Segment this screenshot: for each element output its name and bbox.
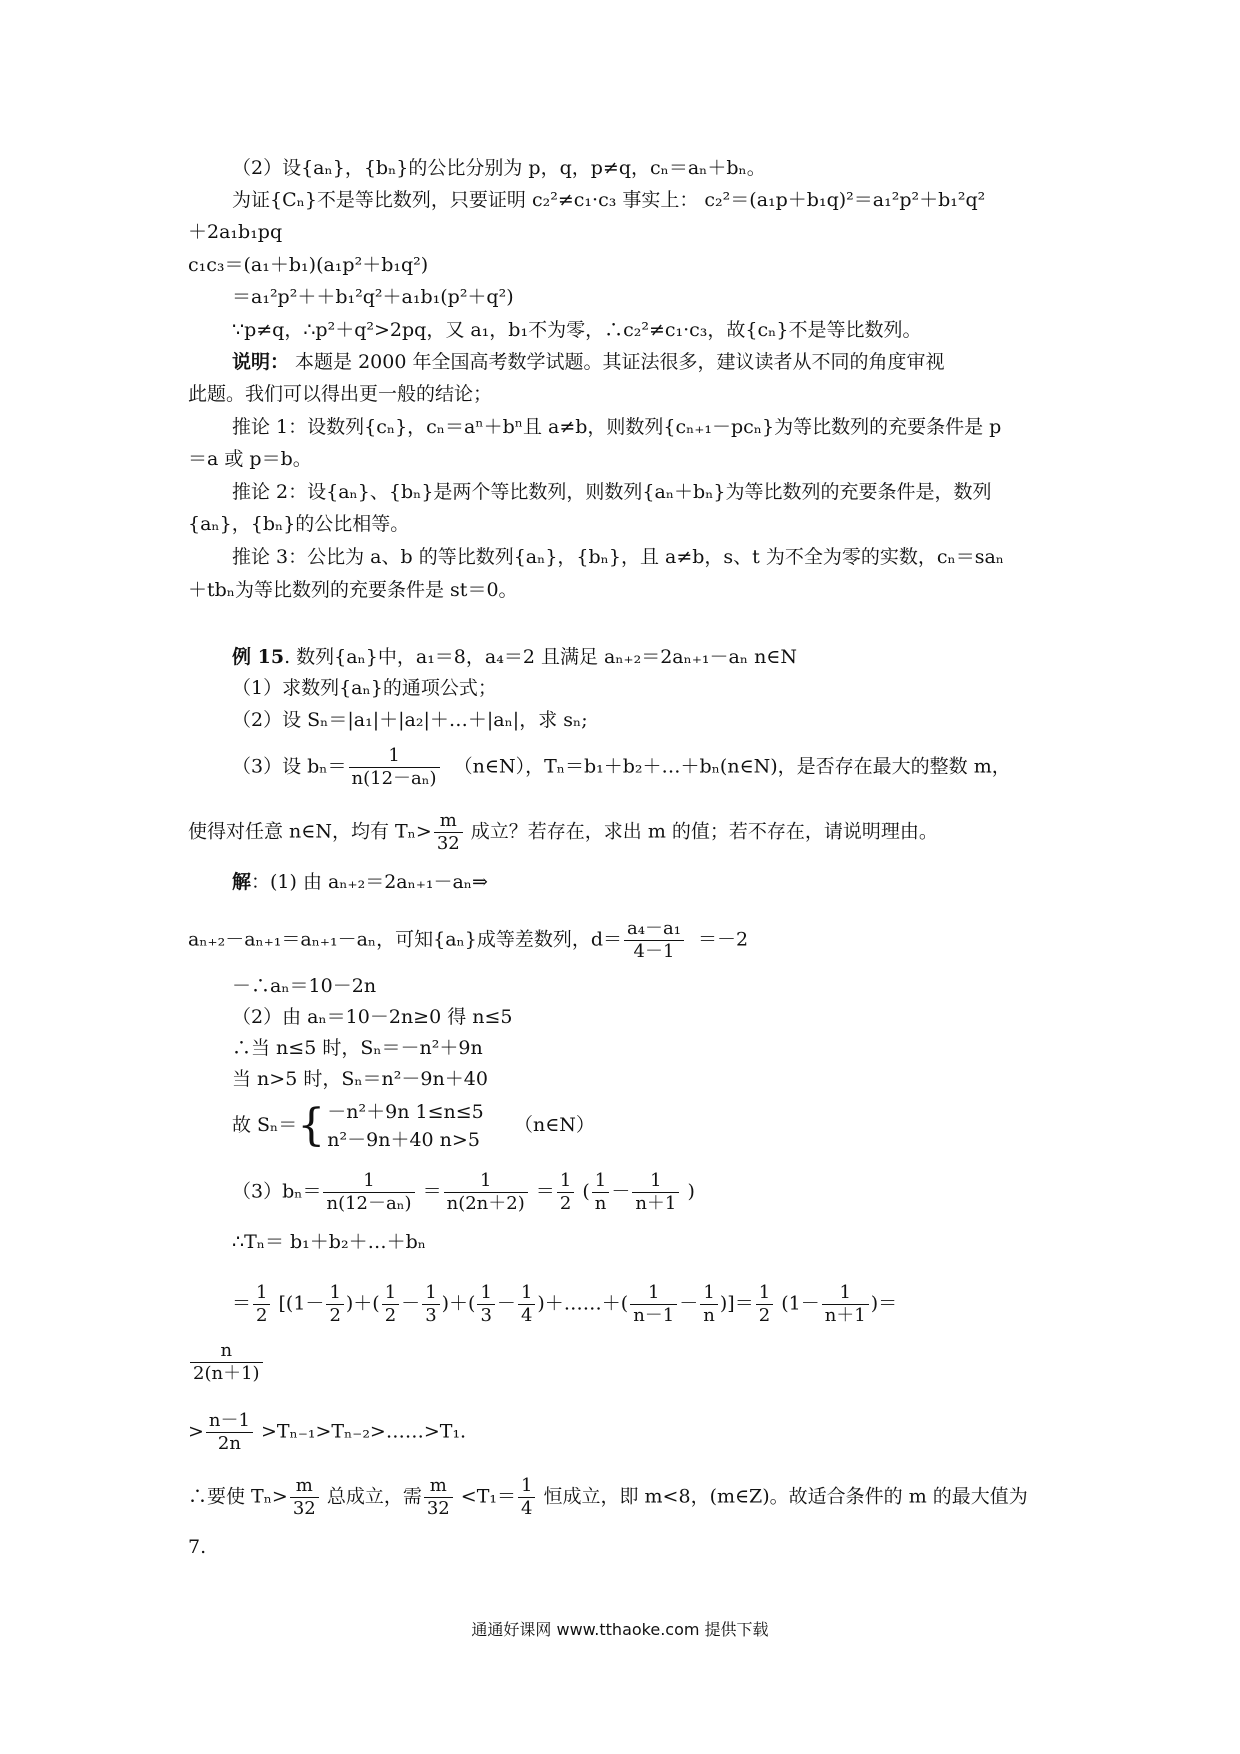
- fraction: [592, 1170, 610, 1215]
- text-line: [188, 1340, 265, 1385]
- text-line: [232, 350, 945, 374]
- text-line: 当 n>5 时，Sₙ＝n²－9n＋40: [232, 1068, 488, 1090]
- denominator: n－1: [630, 1304, 677, 1327]
- text-segment: ＝: [232, 1292, 252, 1315]
- denominator: n(2n＋2): [444, 1192, 528, 1215]
- fraction: [700, 1282, 718, 1327]
- fraction: [424, 1475, 453, 1520]
- text-segment: 使得对任意 n∈N，均有 Tₙ>: [188, 820, 432, 843]
- text-segment: ): [687, 1180, 695, 1203]
- example-heading: [232, 645, 797, 669]
- text-segment: ＝: [535, 1180, 555, 1203]
- denominator: 2(n＋1): [190, 1362, 263, 1385]
- text-segment: )＋(: [441, 1292, 476, 1315]
- fraction: [624, 918, 684, 963]
- text-segment: 故 Sₙ＝: [232, 1114, 298, 1136]
- note-label: 说明：: [232, 351, 290, 373]
- numerator: 1: [388, 745, 400, 766]
- note-text: 本题是 2000 年全国高考数学试题。其证法很多，建议读者从不同的角度审视: [289, 351, 945, 373]
- numerator: m: [429, 1475, 447, 1496]
- text-segment: <T₁＝: [460, 1485, 516, 1508]
- text-segment: 成立？若存在，求出 m 的值；若不存在，请说明理由。: [470, 820, 938, 843]
- fraction: [290, 1475, 319, 1520]
- fraction: [323, 1170, 414, 1215]
- numerator: m: [439, 810, 457, 831]
- text-line: 推论 3：公比为 a、b 的等比数列{aₙ}，{bₙ}，且 a≠b，s、t 为不全为零的实数，cₙ＝saₙ: [232, 546, 1005, 568]
- text-line: ＝a 或 p＝b。: [188, 448, 312, 470]
- numerator: 1: [703, 1282, 715, 1303]
- numerator: 1: [594, 1170, 607, 1191]
- denominator: 2n: [206, 1432, 253, 1455]
- fraction: [422, 1282, 439, 1327]
- fraction: [206, 1410, 253, 1455]
- denominator: 2: [326, 1304, 343, 1327]
- numerator: 1: [479, 1170, 492, 1191]
- denominator: 2: [253, 1304, 270, 1327]
- text-line: [188, 1475, 1028, 1520]
- numerator: 1: [521, 1475, 533, 1496]
- text-segment: )＝: [870, 1292, 898, 1315]
- text-line: （1）求数列{aₙ}的通项公式；: [232, 677, 497, 699]
- text-line: 推论 1：设数列{cₙ}，cₙ＝aⁿ＋bⁿ且 a≠b，则数列{cₙ₊₁－pcₙ}为等比数列的充要条件是 p: [232, 416, 1002, 438]
- footer: 通通好课网 www.tthaoke.com 提供下载: [471, 1620, 769, 1639]
- text-segment: )]＝: [719, 1292, 754, 1315]
- text-segment: (1－: [781, 1292, 820, 1315]
- text-segment: aₙ₊₂－aₙ₊₁＝aₙ₊₁－aₙ，可知{aₙ}成等差数列，d＝: [188, 928, 623, 951]
- text-line: 此题。我们可以得出更一般的结论；: [188, 383, 493, 405]
- fraction: [382, 1282, 399, 1327]
- denominator: n(12－aₙ): [323, 1192, 414, 1215]
- case-row: －n²＋9n 1≤n≤5: [327, 1101, 484, 1123]
- denominator: n: [700, 1304, 718, 1327]
- brace: {: [297, 1100, 326, 1151]
- text-line: 推论 2：设{aₙ}、{bₙ}是两个等比数列，则数列{aₙ＋bₙ}为等比数列的充要条件是，数列: [232, 481, 992, 503]
- denominator: 3: [477, 1304, 494, 1327]
- numerator: 1: [559, 1170, 572, 1191]
- denominator: 4: [518, 1304, 535, 1327]
- denominator: 4: [518, 1497, 535, 1520]
- text-segment: （n∈N）: [513, 1114, 595, 1136]
- text-line: 7.: [188, 1536, 207, 1558]
- denominator: 32: [290, 1497, 319, 1520]
- text-segment: ∴要使 Tₙ>: [188, 1485, 288, 1508]
- fraction: [349, 745, 440, 790]
- text-line: ∵p≠q，∴p²＋q²>2pq，又 a₁，b₁不为零，∴c₂²≠c₁·c₃，故{cₙ}不是等比数列。: [232, 319, 922, 341]
- numerator: 1: [758, 1282, 771, 1303]
- text-segment: （3）设 bₙ＝: [232, 755, 347, 778]
- fraction: [756, 1282, 773, 1327]
- denominator: 3: [422, 1304, 439, 1327]
- fraction: [253, 1282, 270, 1327]
- denominator: n＋1: [632, 1192, 679, 1215]
- numerator: 1: [384, 1282, 397, 1303]
- text-segment: －: [611, 1180, 631, 1203]
- text-line: [188, 918, 748, 963]
- text-segment: ＝: [422, 1180, 442, 1203]
- denominator: n: [592, 1192, 610, 1215]
- denominator: 2: [382, 1304, 399, 1327]
- example-label: 例 15: [232, 646, 285, 668]
- cases: [327, 1098, 483, 1154]
- denominator: n＋1: [822, 1304, 869, 1327]
- example-text: . 数列{aₙ}中，a₁＝8，a₄＝2 且满足 aₙ₊₂＝2aₙ₊₁－aₙ n∈N: [284, 646, 797, 668]
- text-segment: >Tₙ₋₁>Tₙ₋₂>……>T₁.: [261, 1420, 467, 1443]
- text-segment: >: [188, 1420, 204, 1443]
- text-segment: －: [496, 1292, 516, 1315]
- solution-label: 解: [232, 871, 252, 893]
- numerator: 1: [256, 1282, 268, 1303]
- text-segment: )＋(: [345, 1292, 380, 1315]
- fraction: [477, 1282, 494, 1327]
- text-segment: ：(1) 由 aₙ₊₂＝2aₙ₊₁－aₙ⇒: [251, 871, 488, 893]
- text-line: c₁c₃＝(a₁＋b₁)(a₁p²＋b₁q²): [188, 254, 429, 276]
- fraction: [434, 810, 463, 855]
- denominator: 2: [756, 1304, 773, 1327]
- text-line: [232, 1170, 695, 1215]
- numerator: n: [220, 1340, 233, 1361]
- text-line: （2）设 Sₙ＝|a₁|＋|a₂|＋…＋|aₙ|，求 sₙ;: [232, 709, 588, 731]
- text-line: ＋2a₁b₁pq: [188, 221, 283, 243]
- numerator: a₄－a₁: [627, 918, 681, 939]
- denominator: 32: [434, 832, 463, 855]
- fraction: [190, 1340, 263, 1385]
- piecewise-line: [232, 1098, 595, 1154]
- text-line: ∴Tₙ＝ b₁＋b₂＋…＋bₙ: [232, 1231, 426, 1253]
- denominator: 32: [424, 1497, 453, 1520]
- text-segment: －: [679, 1292, 699, 1315]
- numerator: n－1: [208, 1410, 250, 1431]
- text-segment: 总成立，需: [326, 1485, 422, 1508]
- text-segment: (: [582, 1180, 590, 1203]
- numerator: 1: [648, 1282, 660, 1303]
- numerator: 1: [480, 1282, 492, 1303]
- case-row: n²－9n＋40 n>5: [327, 1129, 480, 1151]
- fraction: [444, 1170, 528, 1215]
- fraction: [822, 1282, 869, 1327]
- text-segment: [(1－: [278, 1292, 325, 1315]
- denominator: 2: [557, 1192, 574, 1215]
- text-segment: 恒成立，即 m<8，(m∈Z)。故适合条件的 m 的最大值为: [543, 1485, 1028, 1508]
- text-line: （2）由 aₙ＝10－2n≥0 得 n≤5: [232, 1006, 513, 1028]
- text-line: ＝a₁²p²＋＋b₁²q²＋a₁b₁(p²＋q²): [232, 286, 514, 308]
- text-segment: （n∈N），Tₙ＝b₁＋b₂＋…＋bₙ(n∈N)，是否存在最大的整数 m，: [453, 755, 1011, 778]
- numerator: 1: [650, 1170, 662, 1191]
- text-segment: )＋……＋(: [537, 1292, 629, 1315]
- fraction: [518, 1282, 535, 1327]
- text-line: [188, 1410, 466, 1455]
- text-line: （2）设{aₙ}，{bₙ}的公比分别为 p，q，p≠q，cₙ＝aₙ＋bₙ。: [232, 157, 766, 179]
- text-line: 为证{Cₙ}不是等比数列，只要证明 c₂²≠c₁·c₃ 事实上： c₂²＝(a₁p＋b₁q)²＝a₁²p²＋b₁²q²: [232, 189, 986, 211]
- text-line: －∴aₙ＝10－2n: [232, 975, 377, 997]
- denominator: n(12－aₙ): [349, 767, 440, 790]
- numerator: 1: [329, 1282, 341, 1303]
- text-line: ∴当 n≤5 时，Sₙ＝－n²＋9n: [232, 1037, 483, 1059]
- text-line: [232, 870, 488, 894]
- text-line: [232, 1282, 897, 1327]
- text-line: ＋tbₙ为等比数列的充要条件是 st＝0。: [188, 579, 518, 601]
- denominator: 4－1: [624, 940, 684, 963]
- numerator: 1: [520, 1282, 533, 1303]
- fraction: [518, 1475, 535, 1520]
- fraction: [632, 1170, 679, 1215]
- text-segment: －: [401, 1292, 421, 1315]
- numerator: 1: [363, 1170, 375, 1191]
- fraction: [557, 1170, 574, 1215]
- text-segment: ＝－2: [698, 928, 749, 951]
- fraction: [326, 1282, 343, 1327]
- text-segment: （3）bₙ＝: [232, 1180, 322, 1203]
- text-line: {aₙ}，{bₙ}的公比相等。: [188, 513, 410, 535]
- numerator: 1: [425, 1282, 437, 1303]
- numerator: 1: [839, 1282, 851, 1303]
- fraction: [630, 1282, 677, 1327]
- text-line: [188, 810, 938, 855]
- numerator: m: [295, 1475, 313, 1496]
- text-line: [232, 745, 1011, 790]
